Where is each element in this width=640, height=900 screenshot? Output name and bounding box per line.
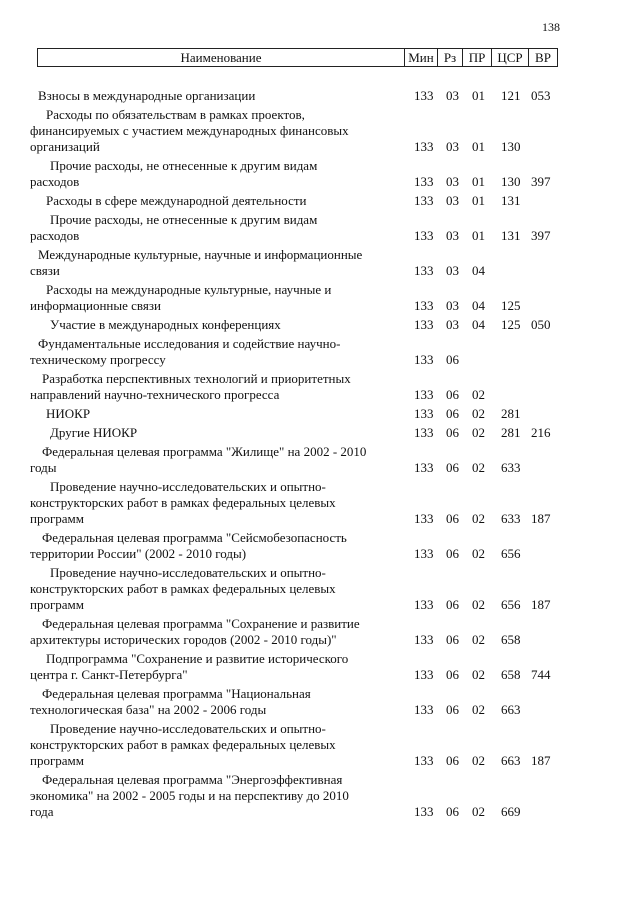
row-name-line: Прочие расходы, не отнесенные к другим видам [50,212,318,227]
code-csr: 125 [501,317,521,332]
code-min: 133 [414,406,434,421]
row-name [30,425,405,441]
header-vr: ВР [529,49,558,67]
code-pr: 02 [472,667,485,682]
row-name-line: Расходы в сфере международной деятельности [46,193,307,208]
row-name [30,772,405,820]
row-name-line: архитектуры исторических городов (2002 - 2010 годы)" [30,632,337,647]
code-rz: 06 [446,406,459,421]
row-name-line: технологическая база" на 2002 - 2006 годы [30,702,267,717]
row-name-line: Фундаментальные исследования и содействие научно- [38,336,341,351]
row-name-line: Другие НИОКР [50,425,138,440]
header-rz: Рз [438,49,463,67]
code-min: 133 [414,597,434,612]
row-name [30,686,405,718]
table-row [30,336,590,368]
row-name-line: программ [30,597,85,612]
row-name-line: организаций [30,139,100,154]
row-name-line: Федеральная целевая программа "Национальная [42,686,311,701]
row-name-line: расходов [30,228,80,243]
row-name [30,444,405,476]
row-name [30,721,405,769]
code-min: 133 [414,174,434,189]
code-vr: 397 [531,228,551,243]
row-name [30,371,405,403]
code-vr: 216 [531,425,551,440]
code-rz: 03 [446,298,459,313]
table-row [30,107,590,155]
code-min: 133 [414,263,434,278]
code-min: 133 [414,632,434,647]
code-min: 133 [414,193,434,208]
code-vr: 187 [531,511,551,526]
code-rz: 06 [446,460,459,475]
row-name [30,212,405,244]
code-csr: 663 [501,753,521,768]
row-name [30,193,405,209]
table-row [30,212,590,244]
code-rz: 06 [446,597,459,612]
code-rz: 06 [446,425,459,440]
table-row [30,282,590,314]
row-name-line: экономика" на 2002 - 2005 годы и на перспективу до 2010 [30,788,349,803]
header-csr: ЦСР [492,49,529,67]
code-pr: 02 [472,546,485,561]
row-name-line: годы [30,460,57,475]
code-pr: 04 [472,263,485,278]
code-min: 133 [414,139,434,154]
code-pr: 02 [472,632,485,647]
code-rz: 06 [446,632,459,647]
code-csr: 125 [501,298,521,313]
code-pr: 02 [472,460,485,475]
code-pr: 01 [472,193,485,208]
code-min: 133 [414,804,434,819]
row-name-line: связи [30,263,60,278]
code-pr: 02 [472,597,485,612]
table-row [30,651,590,683]
code-vr: 187 [531,597,551,612]
row-name [30,479,405,527]
table-row [30,88,590,104]
code-min: 133 [414,667,434,682]
header-pr: ПР [463,49,492,67]
code-vr: 053 [531,88,551,103]
row-name-line: Участие в международных конференциях [50,317,281,332]
code-csr: 663 [501,702,521,717]
row-name-line: Расходы по обязательствам в рамках проектов, [46,107,305,122]
header-min: Мин [405,49,438,67]
row-name [30,565,405,613]
code-csr: 121 [501,88,521,103]
row-name-line: направлений научно-технического прогресса [30,387,280,402]
code-min: 133 [414,228,434,243]
code-rz: 06 [446,702,459,717]
code-rz: 06 [446,352,459,367]
code-pr: 02 [472,406,485,421]
table-row [30,193,590,209]
row-name-line: конструкторских работ в рамках федеральных целевых [30,737,336,752]
row-name-line: года [30,804,54,819]
table-row [30,721,590,769]
code-rz: 03 [446,88,459,103]
row-name [30,282,405,314]
code-rz: 03 [446,193,459,208]
row-name-line: Подпрограмма "Сохранение и развитие исторического [46,651,349,666]
code-rz: 03 [446,228,459,243]
row-name-line: конструкторских работ в рамках федеральных целевых [30,495,336,510]
table-row [30,772,590,820]
budget-rows [30,88,590,823]
code-csr: 656 [501,546,521,561]
code-pr: 02 [472,804,485,819]
row-name-line: Федеральная целевая программа "Сейсмобезопасность [42,530,347,545]
code-min: 133 [414,753,434,768]
table-row [30,686,590,718]
row-name-line: Федеральная целевая программа "Сохранение и развитие [42,616,360,631]
code-vr: 050 [531,317,551,332]
code-min: 133 [414,352,434,367]
row-name-line: техническому прогрессу [30,352,166,367]
code-csr: 633 [501,511,521,526]
row-name-line: расходов [30,174,80,189]
code-vr: 397 [531,174,551,189]
code-pr: 02 [472,425,485,440]
code-min: 133 [414,88,434,103]
code-pr: 02 [472,702,485,717]
code-min: 133 [414,317,434,332]
code-csr: 131 [501,193,521,208]
code-csr: 669 [501,804,521,819]
code-rz: 06 [446,511,459,526]
code-min: 133 [414,298,434,313]
code-pr: 01 [472,228,485,243]
code-csr: 658 [501,632,521,647]
code-pr: 02 [472,511,485,526]
code-pr: 02 [472,387,485,402]
row-name-line: центра г. Санкт-Петербурга" [30,667,188,682]
row-name-line: Прочие расходы, не отнесенные к другим видам [50,158,318,173]
row-name-line: Проведение научно-исследовательских и опытно- [50,721,326,736]
code-rz: 03 [446,139,459,154]
row-name [30,158,405,190]
row-name-line: НИОКР [46,406,91,421]
code-csr: 656 [501,597,521,612]
code-rz: 03 [446,174,459,189]
code-rz: 03 [446,317,459,332]
row-name-line: информационные связи [30,298,161,313]
code-pr: 01 [472,139,485,154]
row-name [30,616,405,648]
row-name [30,107,405,155]
code-pr: 04 [472,298,485,313]
code-rz: 06 [446,387,459,402]
code-pr: 04 [472,317,485,332]
header-name: Наименование [38,49,405,67]
code-csr: 130 [501,174,521,189]
column-header-table [37,48,558,67]
table-row [30,565,590,613]
row-name-line: Федеральная целевая программа "Энергоэффективная [42,772,343,787]
code-pr: 01 [472,174,485,189]
row-name-line: Разработка перспективных технологий и приоритетных [42,371,351,386]
code-vr: 744 [531,667,551,682]
code-csr: 281 [501,406,521,421]
row-name [30,247,405,279]
table-row [30,616,590,648]
table-row [30,530,590,562]
row-name-line: программ [30,511,85,526]
code-csr: 131 [501,228,521,243]
table-row [30,444,590,476]
code-pr: 01 [472,88,485,103]
code-rz: 06 [446,667,459,682]
code-rz: 06 [446,804,459,819]
code-rz: 06 [446,546,459,561]
code-csr: 130 [501,139,521,154]
row-name-line: Международные культурные, научные и информационные [38,247,363,262]
code-csr: 658 [501,667,521,682]
code-rz: 03 [446,263,459,278]
table-row [30,158,590,190]
row-name-line: Расходы на международные культурные, научные и [46,282,332,297]
code-min: 133 [414,460,434,475]
code-min: 133 [414,387,434,402]
row-name [30,88,405,104]
row-name-line: конструкторских работ в рамках федеральных целевых [30,581,336,596]
row-name-line: программ [30,753,85,768]
code-min: 133 [414,702,434,717]
row-name [30,530,405,562]
table-row [30,479,590,527]
row-name [30,651,405,683]
table-row [30,317,590,333]
code-vr: 187 [531,753,551,768]
table-row [30,371,590,403]
row-name-line: финансируемых с участием международных финансовых [30,123,349,138]
table-row [30,247,590,279]
row-name [30,317,405,333]
row-name-line: Проведение научно-исследовательских и опытно- [50,565,326,580]
code-rz: 06 [446,753,459,768]
row-name-line: Проведение научно-исследовательских и опытно- [50,479,326,494]
row-name-line: территории России" (2002 - 2010 годы) [30,546,247,561]
code-csr: 633 [501,460,521,475]
code-min: 133 [414,425,434,440]
table-row [30,406,590,422]
row-name [30,336,405,368]
code-min: 133 [414,546,434,561]
code-csr: 281 [501,425,521,440]
code-pr: 02 [472,753,485,768]
code-min: 133 [414,511,434,526]
row-name-line: Федеральная целевая программа "Жилище" на 2002 - 2010 [42,444,367,459]
table-row [30,425,590,441]
row-name [30,406,405,422]
row-name-line: Взносы в международные организации [38,88,256,103]
page-number: 138 [542,20,560,34]
